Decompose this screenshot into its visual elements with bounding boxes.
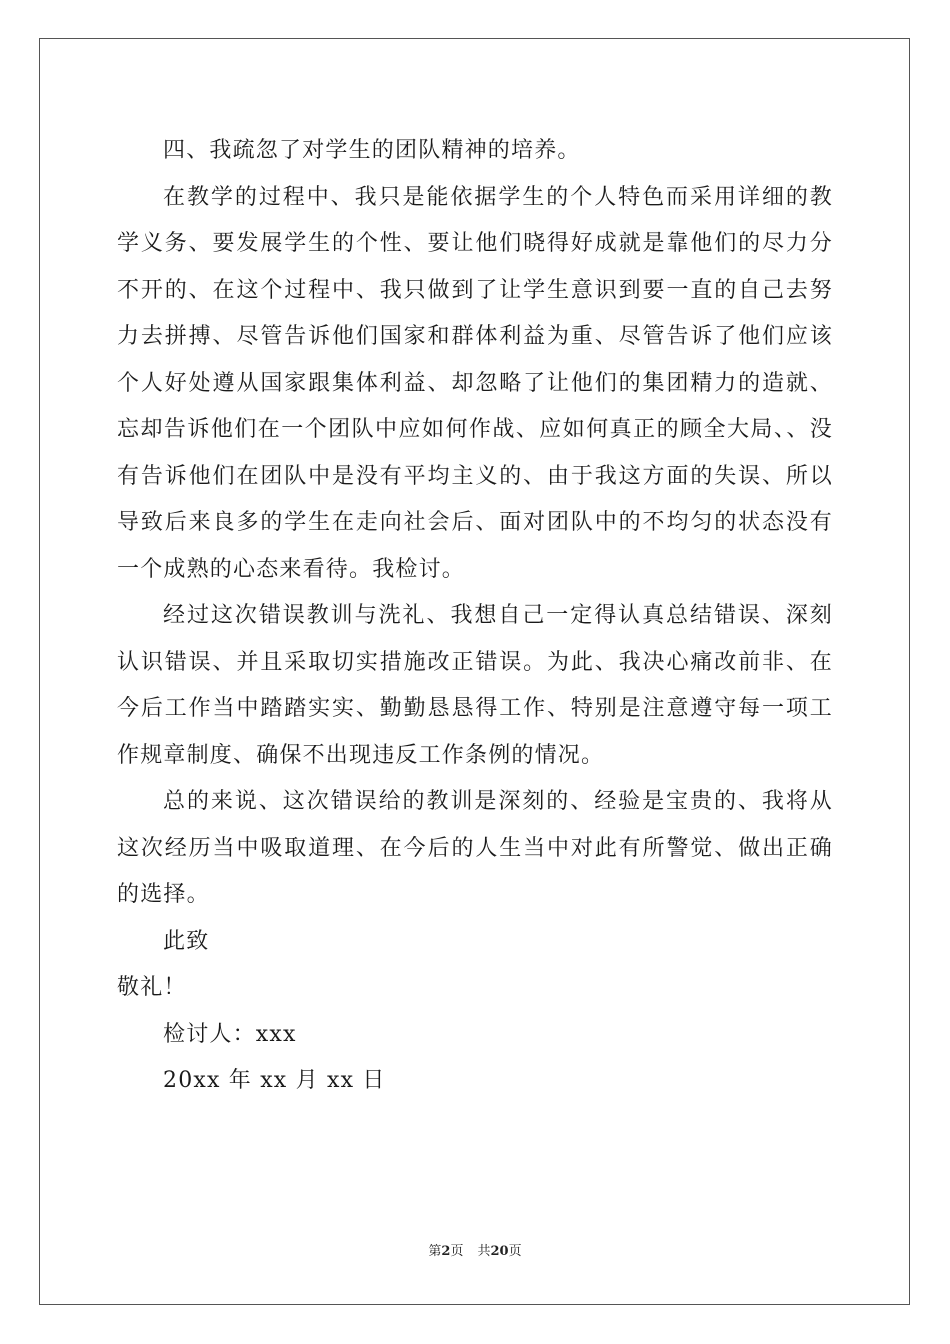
page-suffix: 页 bbox=[450, 1244, 464, 1259]
page-prefix: 第 bbox=[428, 1244, 442, 1259]
document-body bbox=[117, 128, 833, 1105]
paragraph: 在教学的过程中、我只是能依据学生的个人特色而采用详细的教学义务、要发展学生的个性、要让他们晓得好成就是靠他们的尽力分不开的、在这个过程中、我只做到了让学生意识到要一直的自己去努力去拼搏、尽管告诉他们国家和群体利益为重、尽管告诉了他们应该个人好处遵从国家跟集体利益、却忽略了让他们的集团精力的造就、忘却告诉他们在一个团队中应如何作战、应如何真正的顾全大局、、没有告诉他们在团队中是没有平均主义的、由于我这方面的失误、所以导致后来良多的学生在走向社会后、面对团队中的不均匀的状态没有一个成熟的心态来看待。我检讨。 bbox=[117, 184, 833, 582]
closing-line: 此致 bbox=[163, 928, 210, 954]
total-prefix: 共 bbox=[477, 1244, 491, 1259]
signer-line: 检讨人：xxx bbox=[163, 1021, 297, 1047]
date-line: 20xx 年 xx 月 xx 日 bbox=[163, 1068, 386, 1093]
paragraph: 经过这次错误教训与洗礼、我想自己一定得认真总结错误、深刻认识错误、并且采取切实措施改正错误。为此、我决心痛改前非、在今后工作当中踏踏实实、勤勤恳恳得工作、特别是注意遵守每一项工作规章制度、确保不出现违反工作条例的情况。 bbox=[117, 603, 833, 768]
salutation-line: 敬礼！ bbox=[117, 975, 187, 1000]
paragraph: 总的来说、这次错误给的教训是深刻的、经验是宝贵的、我将从这次经历当中吸取道理、在今后的人生当中对此有所警觉、做出正确的选择。 bbox=[117, 789, 833, 907]
page-number: 2 bbox=[441, 1244, 451, 1259]
total-pages: 20 bbox=[490, 1244, 509, 1259]
section-heading: 四、我疏忽了对学生的团队精神的培养。 bbox=[163, 138, 581, 163]
page-footer bbox=[0, 1240, 950, 1259]
total-suffix: 页 bbox=[508, 1244, 522, 1259]
